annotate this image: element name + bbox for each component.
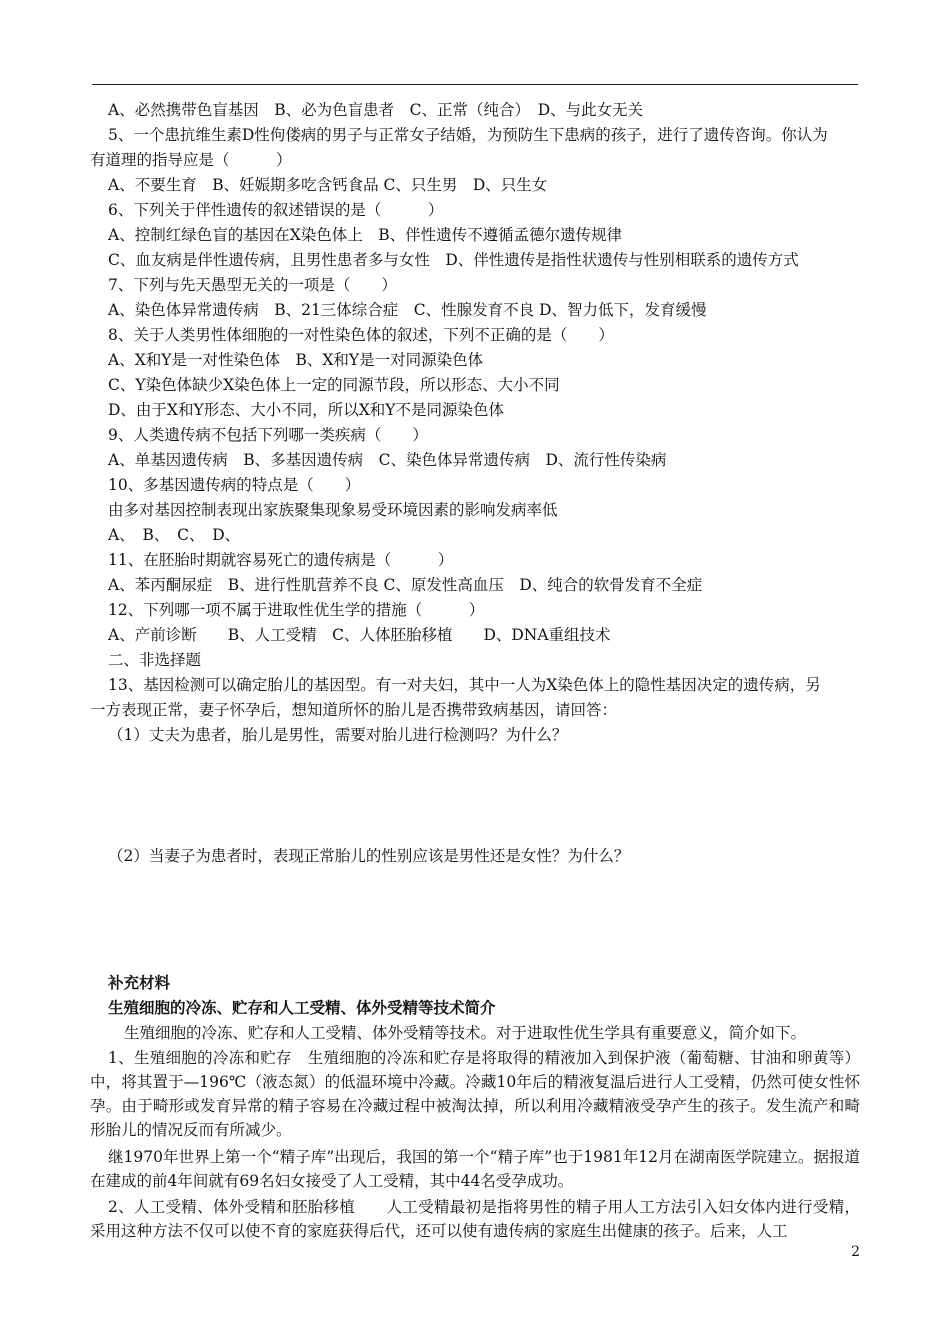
q9-stem: 9、人类遗传病不包括下列哪一类疾病（ ） — [108, 426, 428, 444]
q10-options: A、 B、 C、 D、 — [108, 526, 241, 544]
q10-features: 由多对基因控制表现出家族聚集现象易受环境因素的影响发病率低 — [108, 501, 558, 519]
q7-options: A、染色体异常遗传病 B、21三体综合症 C、性腺发育不良 D、智力低下，发育缓慢 — [108, 301, 707, 319]
q6-options-ab: A、控制红绿色盲的基因在X染色体上 B、伴性遗传不遵循孟德尔遗传规律 — [108, 226, 623, 244]
q7-stem: 7、下列与先天愚型无关的一项是（ ） — [108, 276, 397, 294]
q13-stem: 13、基因检测可以确定胎儿的基因型。有一对夫妇，其中一人为X染色体上的隐性基因决定的遗传病，另 — [108, 676, 821, 694]
q13-stem-cont: 一方表现正常，妻子怀孕后，想知道所怀的胎儿是否携带致病基因，请回答： — [90, 701, 618, 719]
section-heading: 二、非选择题 — [108, 651, 202, 669]
header-rule — [92, 84, 858, 85]
supplement-para-1: 1、生殖细胞的冷冻和贮存 生殖细胞的冷冻和贮存是将取得的精液加入到保护液（葡萄糖、甘油和卵黄等）中，将其置于—196℃（液态氮）的低温环境中冷藏。冷藏10年后的精液复温后进行人工受精，仍然可使女性怀孕。由于畸形或发育异常的精子容易在冷藏过程中被淘汰掉，所以利用冷藏精液受孕产生的孩子。发生流产和畸形胎儿的情况反而有所减少。 — [90, 1049, 860, 1139]
q8-option-c: C、Y染色体缺少X染色体上一定的同源节段，所以形态、大小不同 — [108, 376, 560, 394]
q12-options: A、产前诊断 B、人工受精 C、人体胚胎移植 D、DNA重组技术 — [108, 626, 611, 644]
q5-stem: 5、一个患抗维生素D性佝偻病的男子与正常女子结婚，为预防生下患病的孩子，进行了遗传咨询。你认为 — [108, 126, 828, 144]
q13-part1: （1）丈夫为患者，胎儿是男性，需要对胎儿进行检测吗？为什么？ — [108, 726, 568, 744]
supplement-para-3: 2、人工受精、体外受精和胚胎移植 人工受精最初是指将男性的精子用人工方法引入妇女体内进行受精，采用这种方法不仅可以使不育的家庭获得后代，还可以使有遗传病的家庭生出健康的孩子。后来，人工 — [90, 1198, 860, 1240]
q6-stem: 6、下列关于伴性遗传的叙述错误的是（ ） — [108, 201, 444, 219]
supplement-title: 生殖细胞的冷冻、贮存和人工受精、体外受精等技术简介 — [108, 999, 496, 1017]
q9-options: A、单基因遗传病 B、多基因遗传病 C、染色体异常遗传病 D、流行性传染病 — [108, 451, 667, 469]
q6-options-cd: C、血友病是伴性遗传病，且男性患者多与女性 D、伴性遗传是指性状遗传与性别相联系的遗传方式 — [108, 251, 799, 269]
q8-stem: 8、关于人类男性体细胞的一对性染色体的叙述，下列不正确的是（ ） — [108, 326, 614, 344]
q10-stem: 10、多基因遗传病的特点是（ ） — [108, 476, 361, 494]
q12-stem: 12、下列哪一项不属于进取性优生学的措施（ ） — [108, 601, 485, 619]
q5-stem-cont: 有道理的指导应是（ ） — [90, 151, 292, 169]
supplement-para-2: 继1970年世界上第一个“精子库”出现后，我国的第一个“精子库”也于1981年12月在湖南医学院建立。据报道在建成的前4年间就有69名妇女接受了人工受精，其中44名受孕成功。 — [90, 1148, 860, 1190]
q11-options: A、苯丙酮尿症 B、进行性肌营养不良 C、原发性高血压 D、纯合的软骨发育不全症 — [108, 576, 703, 594]
page-number: 2 — [851, 1244, 860, 1260]
q5-options: A、不要生育 B、妊娠期多吃含钙食品 C、只生男 D、只生女 — [108, 176, 548, 194]
supplement-heading: 补充材料 — [108, 974, 171, 992]
q13-part2: （2）当妻子为患者时，表现正常胎儿的性别应该是男性还是女性？为什么？ — [108, 847, 630, 865]
q8-options-ab: A、X和Y是一对性染色体 B、X和Y是一对同源染色体 — [108, 351, 484, 369]
q4-options: A、必然携带色盲基因 B、必为色盲患者 C、正常（纯合） D、与此女无关 — [108, 101, 644, 119]
supplement-intro: 生殖细胞的冷冻、贮存和人工受精、体外受精等技术。对于进取性优生学具有重要意义，简介如下。 — [124, 1024, 807, 1042]
q11-stem: 11、在胚胎时期就容易死亡的遗传病是（ ） — [108, 551, 454, 569]
q8-option-d: D、由于X和Y形态、大小不同，所以X和Y不是同源染色体 — [108, 401, 504, 419]
